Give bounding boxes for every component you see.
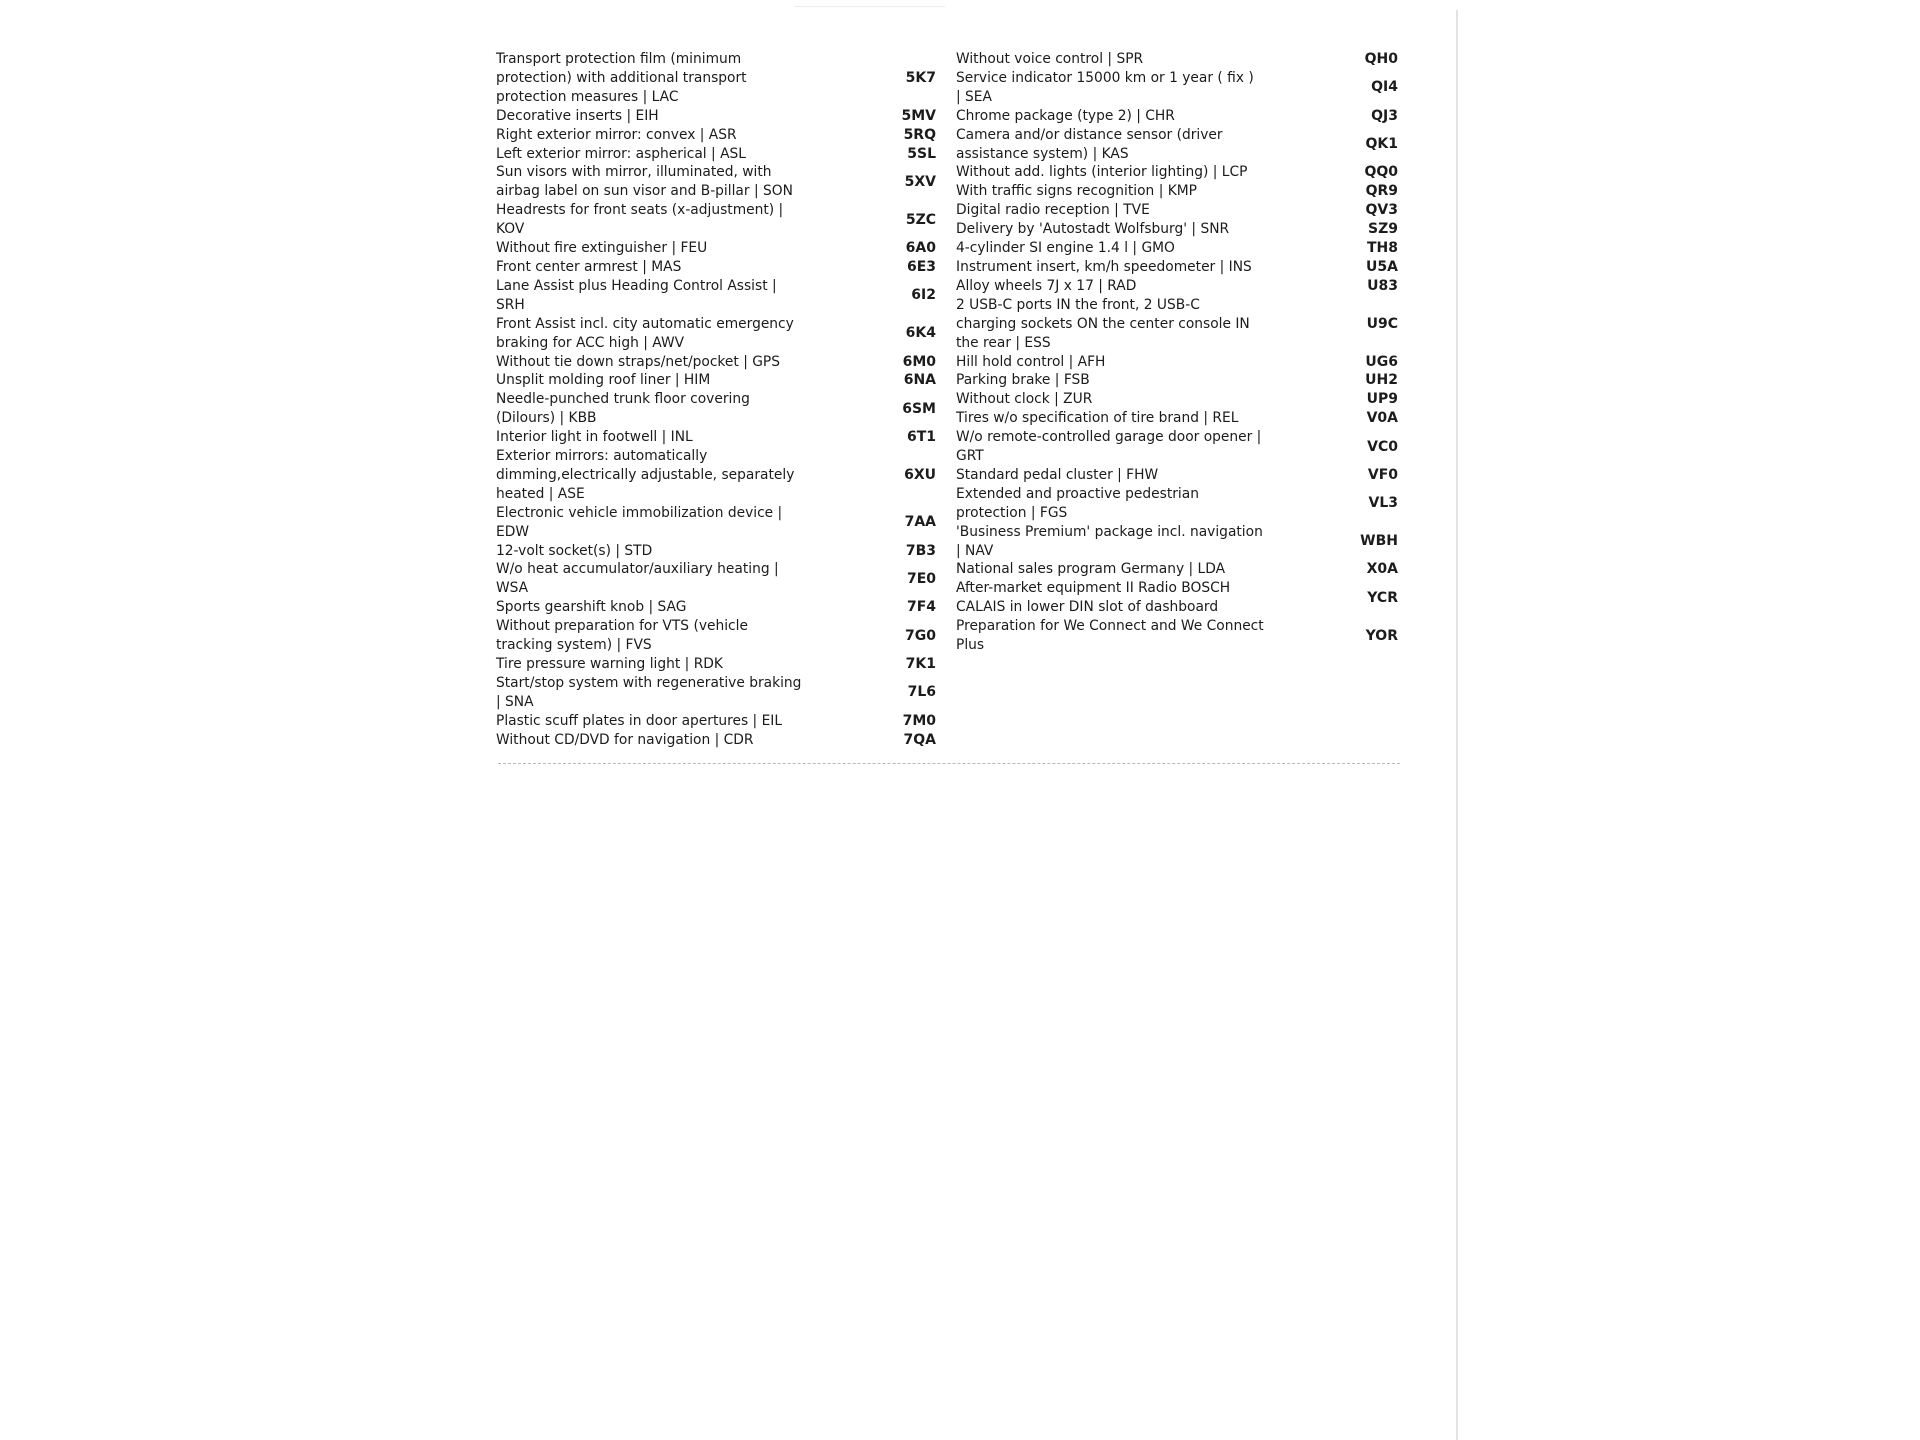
option-code: 7B3	[905, 542, 936, 559]
option-code: UG6	[1365, 353, 1398, 370]
option-code: 5SL	[907, 145, 936, 162]
option-code: QR9	[1365, 183, 1398, 200]
option-code: 6K4	[905, 325, 936, 342]
option-row	[956, 617, 1398, 655]
option-code: 7QA	[903, 731, 936, 748]
options-list-right	[956, 50, 1398, 655]
option-description: Digital radio reception | TVE	[956, 202, 1150, 219]
option-description: Alloy wheels 7J x 17 | RAD	[956, 277, 1137, 294]
option-row	[496, 201, 938, 239]
option-row	[956, 277, 1398, 296]
option-code: X0A	[1366, 561, 1398, 578]
option-code: 7F4	[906, 599, 936, 616]
option-description: 2 USB-C ports IN the front, 2 USB-C charging sockets ON the center console IN the rear | ESS	[956, 296, 1250, 351]
option-code: 5ZC	[905, 211, 936, 228]
option-code: UH2	[1365, 372, 1398, 389]
option-code: 5MV	[901, 107, 936, 124]
option-description: Headrests for front seats (x-adjustment) | KOV	[496, 202, 784, 238]
option-description: Unsplit molding roof liner | HIM	[496, 372, 711, 389]
option-description: Without preparation for VTS (vehicle tracking system) | FVS	[496, 618, 748, 654]
option-description: 'Business Premium' package incl. navigation | NAV	[956, 523, 1263, 559]
option-description: Front center armrest | MAS	[496, 258, 682, 275]
option-code: 5RQ	[903, 126, 936, 143]
option-row	[956, 163, 1398, 182]
option-code: 6M0	[902, 353, 936, 370]
option-code: QJ3	[1371, 107, 1398, 124]
option-code: QH0	[1364, 51, 1398, 67]
option-code: 6T1	[906, 429, 936, 446]
option-code: SZ9	[1368, 221, 1398, 238]
option-description: Interior light in footwell | INL	[496, 429, 693, 446]
option-row	[496, 674, 938, 712]
option-row	[496, 428, 938, 447]
option-description: Decorative inserts | EIH	[496, 107, 659, 124]
option-row	[956, 523, 1398, 561]
option-code: 5K7	[905, 69, 936, 86]
option-code: 6SM	[902, 400, 936, 417]
option-code: 5XV	[904, 173, 936, 190]
option-row	[956, 485, 1398, 523]
option-row	[956, 409, 1398, 428]
option-row	[496, 542, 938, 561]
option-row	[496, 390, 938, 428]
option-description: Instrument insert, km/h speedometer | INS	[956, 258, 1252, 275]
option-description: Without fire extinguisher | FEU	[496, 240, 708, 257]
option-row	[496, 277, 938, 315]
options-list-left	[496, 50, 938, 750]
option-row	[496, 107, 938, 126]
option-row	[496, 731, 938, 750]
option-code: U5A	[1366, 258, 1398, 275]
option-description: Standard pedal cluster | FHW	[956, 466, 1159, 483]
option-row	[496, 126, 938, 145]
option-row	[496, 504, 938, 542]
option-description: Extended and proactive pedestrian protection | FGS	[956, 485, 1199, 521]
option-description: Hill hold control | AFH	[956, 353, 1106, 370]
option-description: Sports gearshift knob | SAG	[496, 599, 687, 616]
option-code: WBH	[1360, 533, 1398, 550]
option-code: 6E3	[906, 258, 936, 275]
scan-edge-line	[1456, 10, 1458, 1440]
divider	[498, 763, 1400, 764]
option-description: Start/stop system with regenerative braking | SNA	[496, 674, 802, 710]
option-row	[496, 50, 938, 107]
option-row	[496, 598, 938, 617]
option-description: Right exterior mirror: convex | ASR	[496, 126, 737, 143]
option-description: Front Assist incl. city automatic emergency braking for ACC high | AWV	[496, 315, 794, 351]
option-row	[956, 50, 1398, 69]
option-description: Tire pressure warning light | RDK	[496, 656, 723, 672]
option-code: 7L6	[907, 684, 936, 701]
option-code: YOR	[1365, 627, 1398, 644]
option-row	[496, 353, 938, 372]
option-row	[496, 258, 938, 277]
option-row	[496, 315, 938, 353]
option-row	[956, 353, 1398, 372]
option-code: U9C	[1366, 315, 1398, 332]
option-description: National sales program Germany | LDA	[956, 561, 1226, 578]
option-description: Lane Assist plus Heading Control Assist | SRH	[496, 277, 777, 313]
option-row	[956, 220, 1398, 239]
option-description: Preparation for We Connect and We Connect Plus	[956, 618, 1264, 654]
option-row	[956, 390, 1398, 409]
option-code: VF0	[1367, 466, 1398, 483]
option-description: Without CD/DVD for navigation | CDR	[496, 731, 754, 748]
option-row	[956, 69, 1398, 107]
option-row	[956, 201, 1398, 220]
option-row	[956, 296, 1398, 353]
option-description: Electronic vehicle immobilization device | EDW	[496, 504, 783, 540]
option-description: Delivery by 'Autostadt Wolfsburg' | SNR	[956, 221, 1230, 238]
option-description: Without voice control | SPR	[956, 51, 1144, 67]
option-code: 6A0	[905, 240, 936, 257]
option-row	[496, 560, 938, 598]
option-row	[496, 145, 938, 164]
option-row	[956, 258, 1398, 277]
option-description: After-market equipment II Radio BOSCH CALAIS in lower DIN slot of dashboard	[956, 580, 1231, 616]
option-code: UP9	[1366, 391, 1398, 408]
option-row	[956, 428, 1398, 466]
option-code: VC0	[1367, 438, 1398, 455]
option-code: YCR	[1367, 589, 1398, 606]
option-description: Left exterior mirror: aspherical | ASL	[496, 145, 746, 162]
option-row	[496, 655, 938, 674]
option-code: 7G0	[905, 627, 936, 644]
option-description: Without tie down straps/net/pocket | GPS	[496, 353, 781, 370]
option-row	[496, 447, 938, 504]
option-row	[496, 617, 938, 655]
option-row	[496, 239, 938, 258]
option-code: QQ0	[1364, 164, 1398, 181]
option-description: Tires w/o specification of tire brand | REL	[956, 410, 1239, 427]
option-code: QV3	[1365, 202, 1398, 219]
option-row	[956, 107, 1398, 126]
scan-artifact	[795, 6, 945, 7]
option-description: Needle-punched trunk floor covering (Dilours) | KBB	[496, 391, 750, 427]
option-row	[956, 182, 1398, 201]
option-row	[956, 239, 1398, 258]
option-description: Sun visors with mirror, illuminated, with airbag label on sun visor and B-pillar | SON	[496, 164, 793, 200]
option-code: VL3	[1368, 495, 1398, 512]
option-description: Transport protection film (minimum protection) with additional transport protection measures | LAC	[496, 51, 747, 105]
option-code: 6I2	[911, 287, 936, 304]
option-code: 7K1	[905, 656, 936, 672]
option-row	[956, 466, 1398, 485]
option-description: Chrome package (type 2) | CHR	[956, 107, 1175, 124]
option-row	[956, 371, 1398, 390]
option-code: QK1	[1365, 136, 1398, 153]
option-row	[956, 126, 1398, 164]
option-description: With traffic signs recognition | KMP	[956, 183, 1197, 200]
option-description: Parking brake | FSB	[956, 372, 1090, 389]
option-description: Service indicator 15000 km or 1 year ( fix ) | SEA	[956, 69, 1254, 105]
option-description: Camera and/or distance sensor (driver assistance system) | KAS	[956, 126, 1223, 162]
option-description: W/o heat accumulator/auxiliary heating | WSA	[496, 561, 779, 597]
option-code: TH8	[1366, 240, 1398, 257]
option-description: 12-volt socket(s) | STD	[496, 542, 653, 559]
option-description: 4-cylinder SI engine 1.4 l | GMO	[956, 240, 1175, 257]
option-code: V0A	[1366, 410, 1398, 427]
option-description: Plastic scuff plates in door apertures | EIL	[496, 712, 783, 729]
option-row	[496, 163, 938, 201]
option-code: QI4	[1371, 79, 1398, 96]
option-row	[496, 712, 938, 731]
option-row	[496, 371, 938, 390]
option-row	[956, 560, 1398, 579]
option-code: 7E0	[906, 570, 936, 587]
option-row	[956, 579, 1398, 617]
option-code: U83	[1367, 277, 1398, 294]
option-description: Without add. lights (interior lighting) | LCP	[956, 164, 1248, 181]
option-description: W/o remote-controlled garage door opener | GRT	[956, 429, 1262, 465]
option-code: 6NA	[903, 372, 936, 389]
option-description: Exterior mirrors: automatically dimming,electrically adjustable, separately heated | ASE	[496, 448, 795, 502]
option-description: Without clock | ZUR	[956, 391, 1093, 408]
option-code: 7M0	[902, 712, 936, 729]
option-code: 7AA	[904, 514, 936, 531]
option-code: 6XU	[904, 466, 936, 483]
